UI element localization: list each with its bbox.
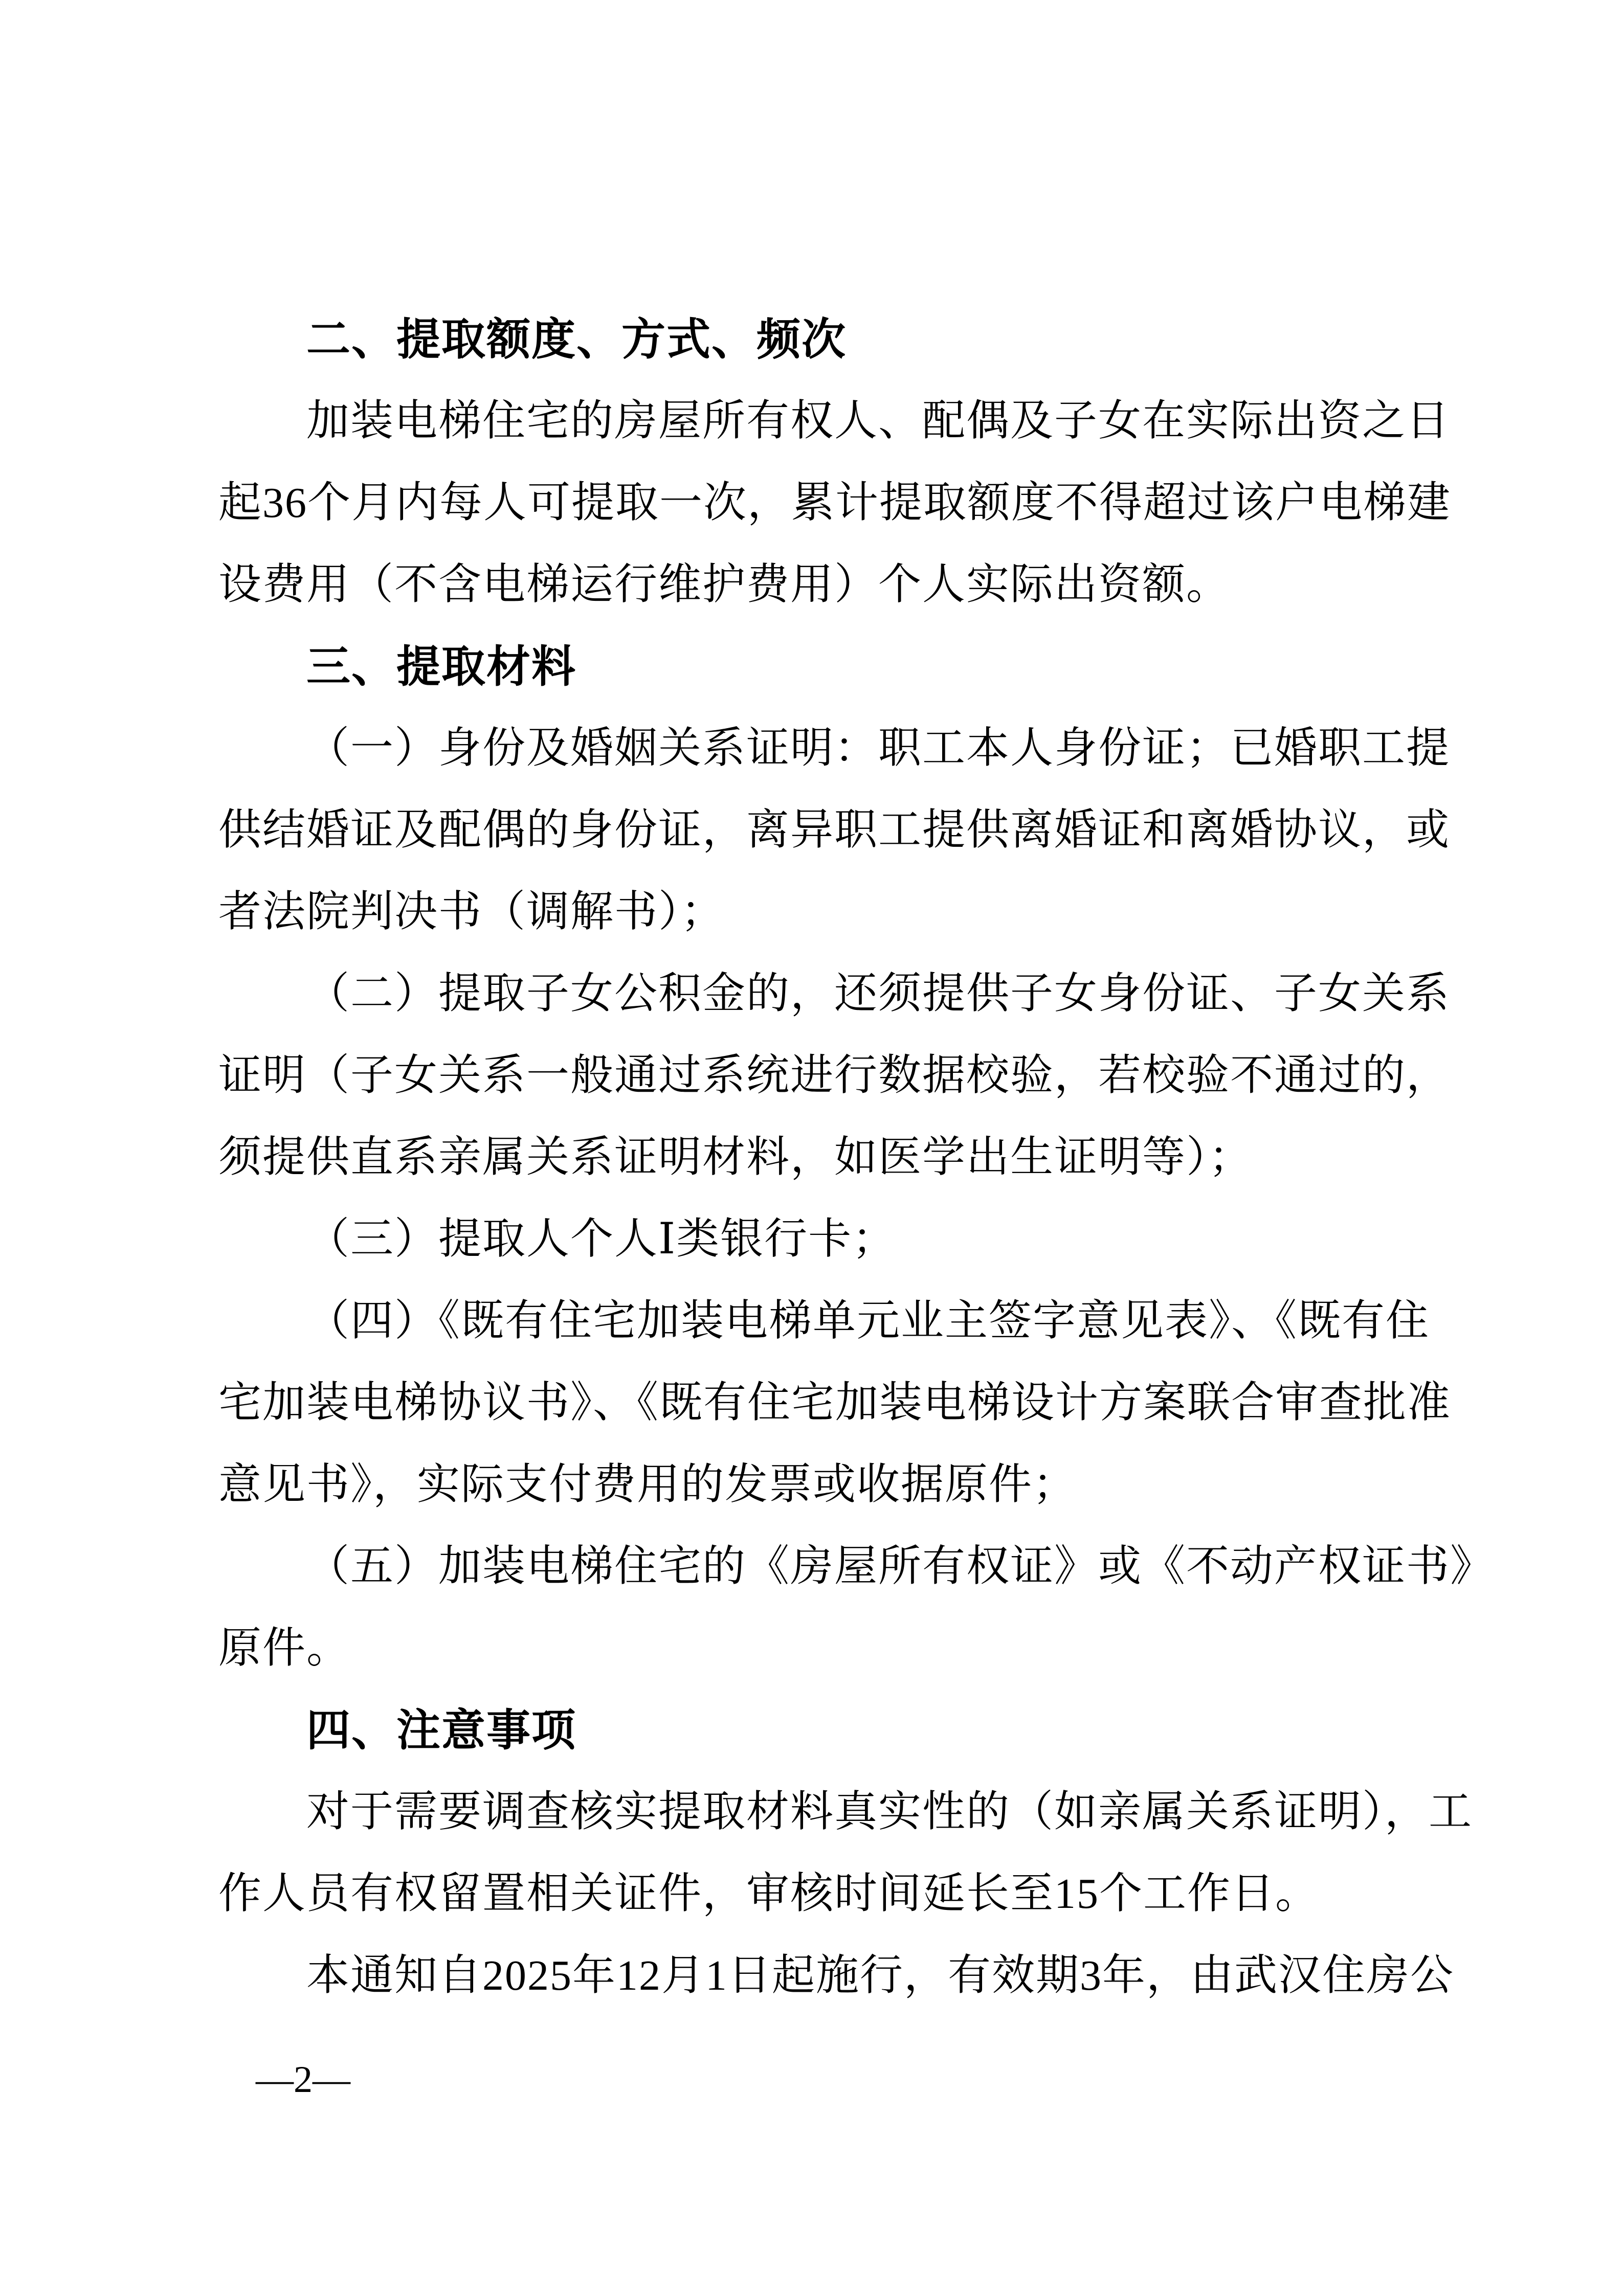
text-line: （二）提取子女公积金的，还须提供子女身份证、子女关系: [306, 970, 1451, 1018]
text-line: 供结婚证及配偶的身份证，离异职工提供离婚证和离婚协议，或: [218, 806, 1451, 854]
page-number: —2—: [256, 2059, 350, 2101]
text-line: （五）加装电梯住宅的《房屋所有权证》或《不动产权证书》: [306, 1543, 1495, 1590]
text-line: 证明（子女关系一般通过系统进行数据校验，若校验不通过的，: [218, 1052, 1451, 1099]
text-line: （一）身份及婚姻关系证明：职工本人身份证；已婚职工提: [306, 725, 1451, 772]
text-line: 本通知自2025年12月1日起施行，有效期3年，由武汉住房公: [306, 1952, 1455, 1999]
text-line: 起36个月内每人可提取一次，累计提取额度不得超过该户电梯建: [218, 479, 1452, 527]
text-line: （三）提取人个人Ⅰ类银行卡；: [306, 1215, 897, 1263]
section-heading: 四、注意事项: [306, 1706, 576, 1755]
text-line: 意见书》，实际支付费用的发票或收据原件；: [218, 1461, 1077, 1509]
text-line: 加装电梯住宅的房屋所有权人、配偶及子女在实际出资之日: [306, 397, 1451, 445]
text-line: 者法院判决书（调解书）；: [218, 888, 725, 936]
document-body: [218, 299, 1495, 2017]
text-line: 宅加装电梯协议书》、《既有住宅加装电梯设计方案联合审查批准: [218, 1379, 1452, 1427]
text-line: 须提供直系亲属关系证明材料，如医学出生证明等）；: [218, 1134, 1253, 1181]
text-line: 原件。: [218, 1625, 351, 1672]
text-line: （四）《既有住宅加装电梯单元业主签字意见表》、《既有住: [306, 1297, 1430, 1345]
text-line: 作人员有权留置相关证件，审核时间延长至15个工作日。: [218, 1870, 1320, 1918]
text-line: 设费用（不含电梯运行维护费用）个人实际出资额。: [218, 561, 1231, 609]
section-heading: 三、提取材料: [306, 642, 576, 691]
text-line: 对于需要调查核实提取材料真实性的（如亲属关系证明），工: [306, 1788, 1473, 1836]
section-heading: 二、提取额度、方式、频次: [306, 315, 847, 364]
